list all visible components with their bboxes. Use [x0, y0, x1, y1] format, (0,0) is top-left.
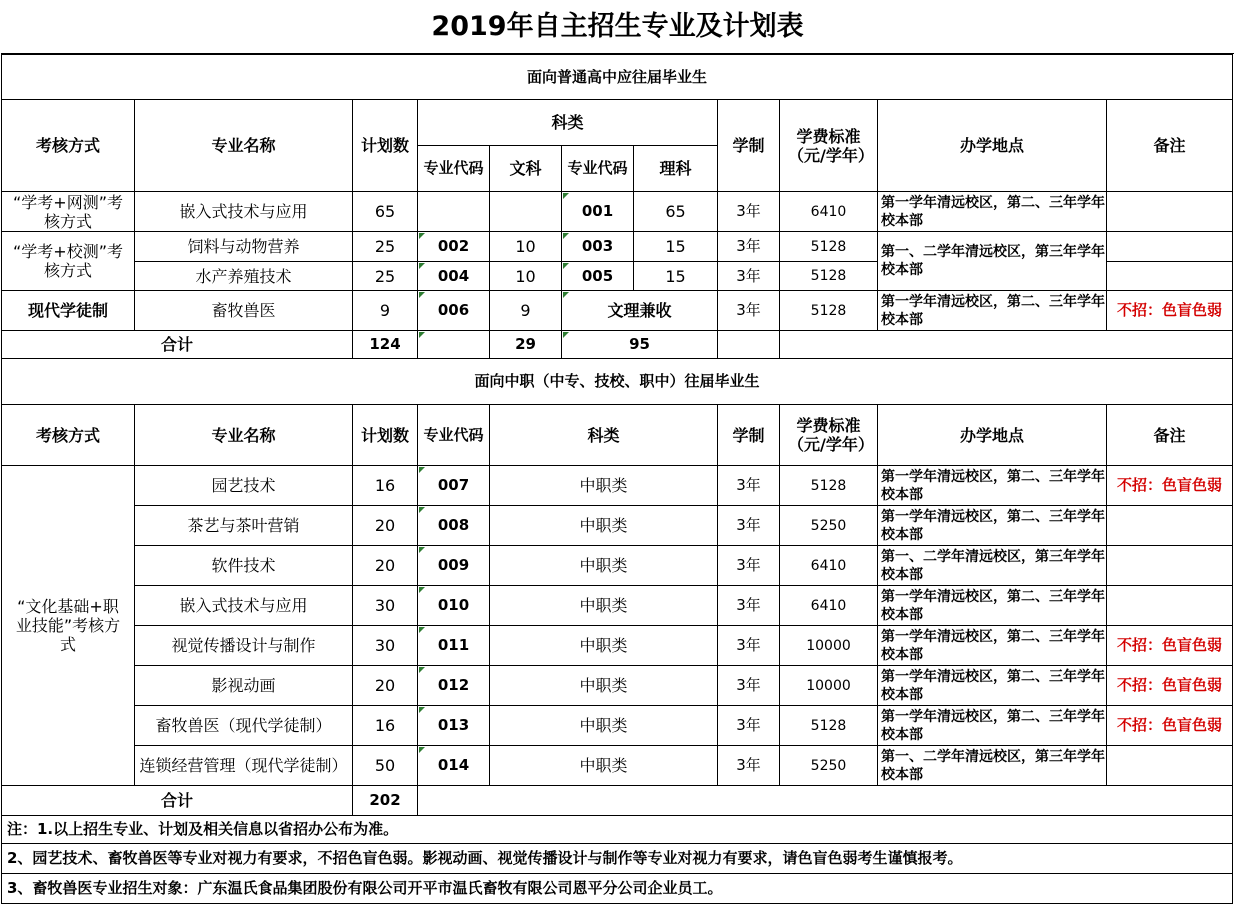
- table-cell-plan: 16: [353, 706, 418, 746]
- page-title: 2019年自主招生专业及计划表: [1, 0, 1234, 54]
- table-cell-duration: 3年: [718, 546, 780, 586]
- table-cell-major: 园艺技术: [135, 466, 353, 506]
- col-major: 专业名称: [135, 405, 353, 466]
- table-cell-plan: 30: [353, 586, 418, 626]
- table-cell-fee: 10000: [780, 666, 878, 706]
- table-cell-science: 15: [634, 232, 718, 262]
- table-cell-major: 嵌入式技术与应用: [135, 192, 353, 232]
- table-cell-remark: [1107, 232, 1233, 262]
- table-cell-remark: 不招：色盲色弱: [1107, 626, 1233, 666]
- col-duration: 学制: [718, 100, 780, 192]
- table-cell-major: 畜牧兽医: [135, 291, 353, 331]
- table-cell-fee: 5250: [780, 746, 878, 786]
- note-2: 2、园艺技术、畜牧兽医等专业对视力有要求，不招色盲色弱。影视动画、视觉传播设计与制作等专业对视力有要求，请色盲色弱考生谨慎报考。: [1, 844, 1233, 874]
- table-cell-location: 第一、二学年清远校区，第三年学年校本部: [878, 232, 1107, 291]
- table-cell-fee: 5128: [780, 232, 878, 262]
- table-cell-science: 65: [634, 192, 718, 232]
- table-cell-science: 15: [634, 262, 718, 291]
- method-cell: “学考+校测”考核方式: [1, 232, 135, 291]
- table-cell-fee: 5128: [780, 706, 878, 746]
- col-science: 理科: [634, 146, 718, 192]
- table-cell-arts: [490, 192, 562, 232]
- col-code-arts: 专业代码: [418, 146, 490, 192]
- table-cell-code: 014: [418, 746, 490, 786]
- table-cell-location: 第一学年清远校区，第二、三年学年校本部: [878, 466, 1107, 506]
- table-cell-duration: 3年: [718, 291, 780, 331]
- method-cell: “学考+网测”考核方式: [1, 192, 135, 232]
- table-cell-duration: 3年: [718, 626, 780, 666]
- total-blank: [418, 331, 490, 359]
- table-cell-duration: 3年: [718, 506, 780, 546]
- table-cell-code: [418, 192, 490, 232]
- total-label: 合计: [1, 786, 353, 816]
- total-plan: 202: [353, 786, 418, 816]
- method-cell: “文化基础+职业技能”考核方式: [1, 466, 135, 786]
- table-cell-fee: 6410: [780, 546, 878, 586]
- table-cell-fee: 6410: [780, 192, 878, 232]
- section1-header: 面向普通高中应往届毕业生: [1, 54, 1233, 100]
- table-cell-location: 第一学年清远校区，第二、三年学年校本部: [878, 586, 1107, 626]
- table-cell-remark: 不招：色盲色弱: [1107, 466, 1233, 506]
- table-cell-plan: 25: [353, 262, 418, 291]
- table-cell-major: 软件技术: [135, 546, 353, 586]
- table-cell-code: 001: [562, 192, 634, 232]
- table-cell-code: 006: [418, 291, 490, 331]
- table-cell-location: 第一、二学年清远校区，第三年学年校本部: [878, 546, 1107, 586]
- total-blank: [780, 331, 1233, 359]
- table-cell-remark: 不招：色盲色弱: [1107, 291, 1233, 331]
- table-cell-plan: 16: [353, 466, 418, 506]
- table-cell-subject: 中职类: [490, 706, 718, 746]
- table-cell-subject: 中职类: [490, 466, 718, 506]
- note-3: 3、畜牧兽医专业招生对象：广东温氏食品集团股份有限公司开平市温氏畜牧有限公司恩平分公司企业员工。: [1, 874, 1233, 904]
- col-remark: 备注: [1107, 405, 1233, 466]
- col-liberal-arts: 文科: [490, 146, 562, 192]
- total-arts: 29: [490, 331, 562, 359]
- table-cell-duration: 3年: [718, 232, 780, 262]
- table-cell-subject: 中职类: [490, 626, 718, 666]
- table-cell-remark: [1107, 546, 1233, 586]
- col-code: 专业代码: [418, 405, 490, 466]
- table-cell-remark: [1107, 586, 1233, 626]
- table-cell-duration: 3年: [718, 666, 780, 706]
- table-cell-subject: 中职类: [490, 586, 718, 626]
- table-cell-plan: 20: [353, 546, 418, 586]
- table-cell-remark: [1107, 262, 1233, 291]
- col-plan: 计划数: [353, 100, 418, 192]
- table-cell-major: 水产养殖技术: [135, 262, 353, 291]
- table-cell-code: 002: [418, 232, 490, 262]
- table-cell-remark: [1107, 746, 1233, 786]
- col-location: 办学地点: [878, 405, 1107, 466]
- table-cell-duration: 3年: [718, 262, 780, 291]
- col-method: 考核方式: [1, 405, 135, 466]
- col-plan: 计划数: [353, 405, 418, 466]
- table-cell-code: 013: [418, 706, 490, 746]
- table-cell-code: 011: [418, 626, 490, 666]
- table-cell-major: 影视动画: [135, 666, 353, 706]
- col-fee: 学费标准（元/学年）: [780, 100, 878, 192]
- table-cell-location: 第一学年清远校区，第二、三年学年校本部: [878, 666, 1107, 706]
- col-duration: 学制: [718, 405, 780, 466]
- table-cell-fee: 5250: [780, 506, 878, 546]
- table-cell-major: 畜牧兽医（现代学徒制）: [135, 706, 353, 746]
- col-subject: 科类: [418, 100, 718, 146]
- col-remark: 备注: [1107, 100, 1233, 192]
- table-cell-subject: 中职类: [490, 506, 718, 546]
- table-cell-subject: 中职类: [490, 546, 718, 586]
- col-fee: 学费标准（元/学年）: [780, 405, 878, 466]
- table-cell-location: 第一、二学年清远校区，第三年学年校本部: [878, 746, 1107, 786]
- table-cell-code: 004: [418, 262, 490, 291]
- table-cell-major: 视觉传播设计与制作: [135, 626, 353, 666]
- table-cell-code: 010: [418, 586, 490, 626]
- table-cell-location: 第一学年清远校区，第二、三年学年校本部: [878, 626, 1107, 666]
- table-cell-remark: 不招：色盲色弱: [1107, 706, 1233, 746]
- table-cell-combined: 文理兼收: [562, 291, 718, 331]
- table-cell-major: 茶艺与茶叶营销: [135, 506, 353, 546]
- col-location: 办学地点: [878, 100, 1107, 192]
- col-major: 专业名称: [135, 100, 353, 192]
- table-cell-arts: 9: [490, 291, 562, 331]
- table-cell-subject: 中职类: [490, 746, 718, 786]
- table-cell-major: 嵌入式技术与应用: [135, 586, 353, 626]
- table-cell-code: 008: [418, 506, 490, 546]
- table-cell-plan: 20: [353, 506, 418, 546]
- table-cell-code: 007: [418, 466, 490, 506]
- table-cell-subject: 中职类: [490, 666, 718, 706]
- note-1: 注：1.以上招生专业、计划及相关信息以省招办公布为准。: [1, 816, 1233, 844]
- method-cell: 现代学徒制: [1, 291, 135, 331]
- table-cell-duration: 3年: [718, 706, 780, 746]
- table-cell-location: 第一学年清远校区，第二、三年学年校本部: [878, 706, 1107, 746]
- total-label: 合计: [1, 331, 353, 359]
- table-cell-plan: 30: [353, 626, 418, 666]
- table-cell-code: 005: [562, 262, 634, 291]
- table-cell-plan: 25: [353, 232, 418, 262]
- total-science: 95: [562, 331, 718, 359]
- table-cell-fee: 5128: [780, 466, 878, 506]
- total-plan: 124: [353, 331, 418, 359]
- table-cell-major: 饲料与动物营养: [135, 232, 353, 262]
- table-cell-plan: 50: [353, 746, 418, 786]
- total-blank: [418, 786, 1233, 816]
- table-cell-plan: 20: [353, 666, 418, 706]
- total-blank: [718, 331, 780, 359]
- section2-header: 面向中职（中专、技校、职中）往届毕业生: [1, 359, 1233, 405]
- table-cell-code: 012: [418, 666, 490, 706]
- table-cell-fee: 10000: [780, 626, 878, 666]
- table-cell-location: 第一学年清远校区，第二、三年学年校本部: [878, 192, 1107, 232]
- table-cell-remark: 不招：色盲色弱: [1107, 666, 1233, 706]
- table-cell-duration: 3年: [718, 746, 780, 786]
- table-cell-fee: 5128: [780, 291, 878, 331]
- table-cell-arts: 10: [490, 262, 562, 291]
- table-cell-duration: 3年: [718, 466, 780, 506]
- table-cell-plan: 9: [353, 291, 418, 331]
- table-cell-location: 第一学年清远校区，第二、三年学年校本部: [878, 506, 1107, 546]
- table-cell-fee: 5128: [780, 262, 878, 291]
- col-method: 考核方式: [1, 100, 135, 192]
- table-cell-location: 第一学年清远校区，第二、三年学年校本部: [878, 291, 1107, 331]
- col-code-science: 专业代码: [562, 146, 634, 192]
- table-cell-major: 连锁经营管理（现代学徒制）: [135, 746, 353, 786]
- table-cell-plan: 65: [353, 192, 418, 232]
- table-cell-remark: [1107, 192, 1233, 232]
- table-cell-remark: [1107, 506, 1233, 546]
- table-cell-duration: 3年: [718, 192, 780, 232]
- table-cell-fee: 6410: [780, 586, 878, 626]
- col-subject: 科类: [490, 405, 718, 466]
- table-cell-arts: 10: [490, 232, 562, 262]
- table-cell-duration: 3年: [718, 586, 780, 626]
- table-cell-code: 003: [562, 232, 634, 262]
- table-cell-code: 009: [418, 546, 490, 586]
